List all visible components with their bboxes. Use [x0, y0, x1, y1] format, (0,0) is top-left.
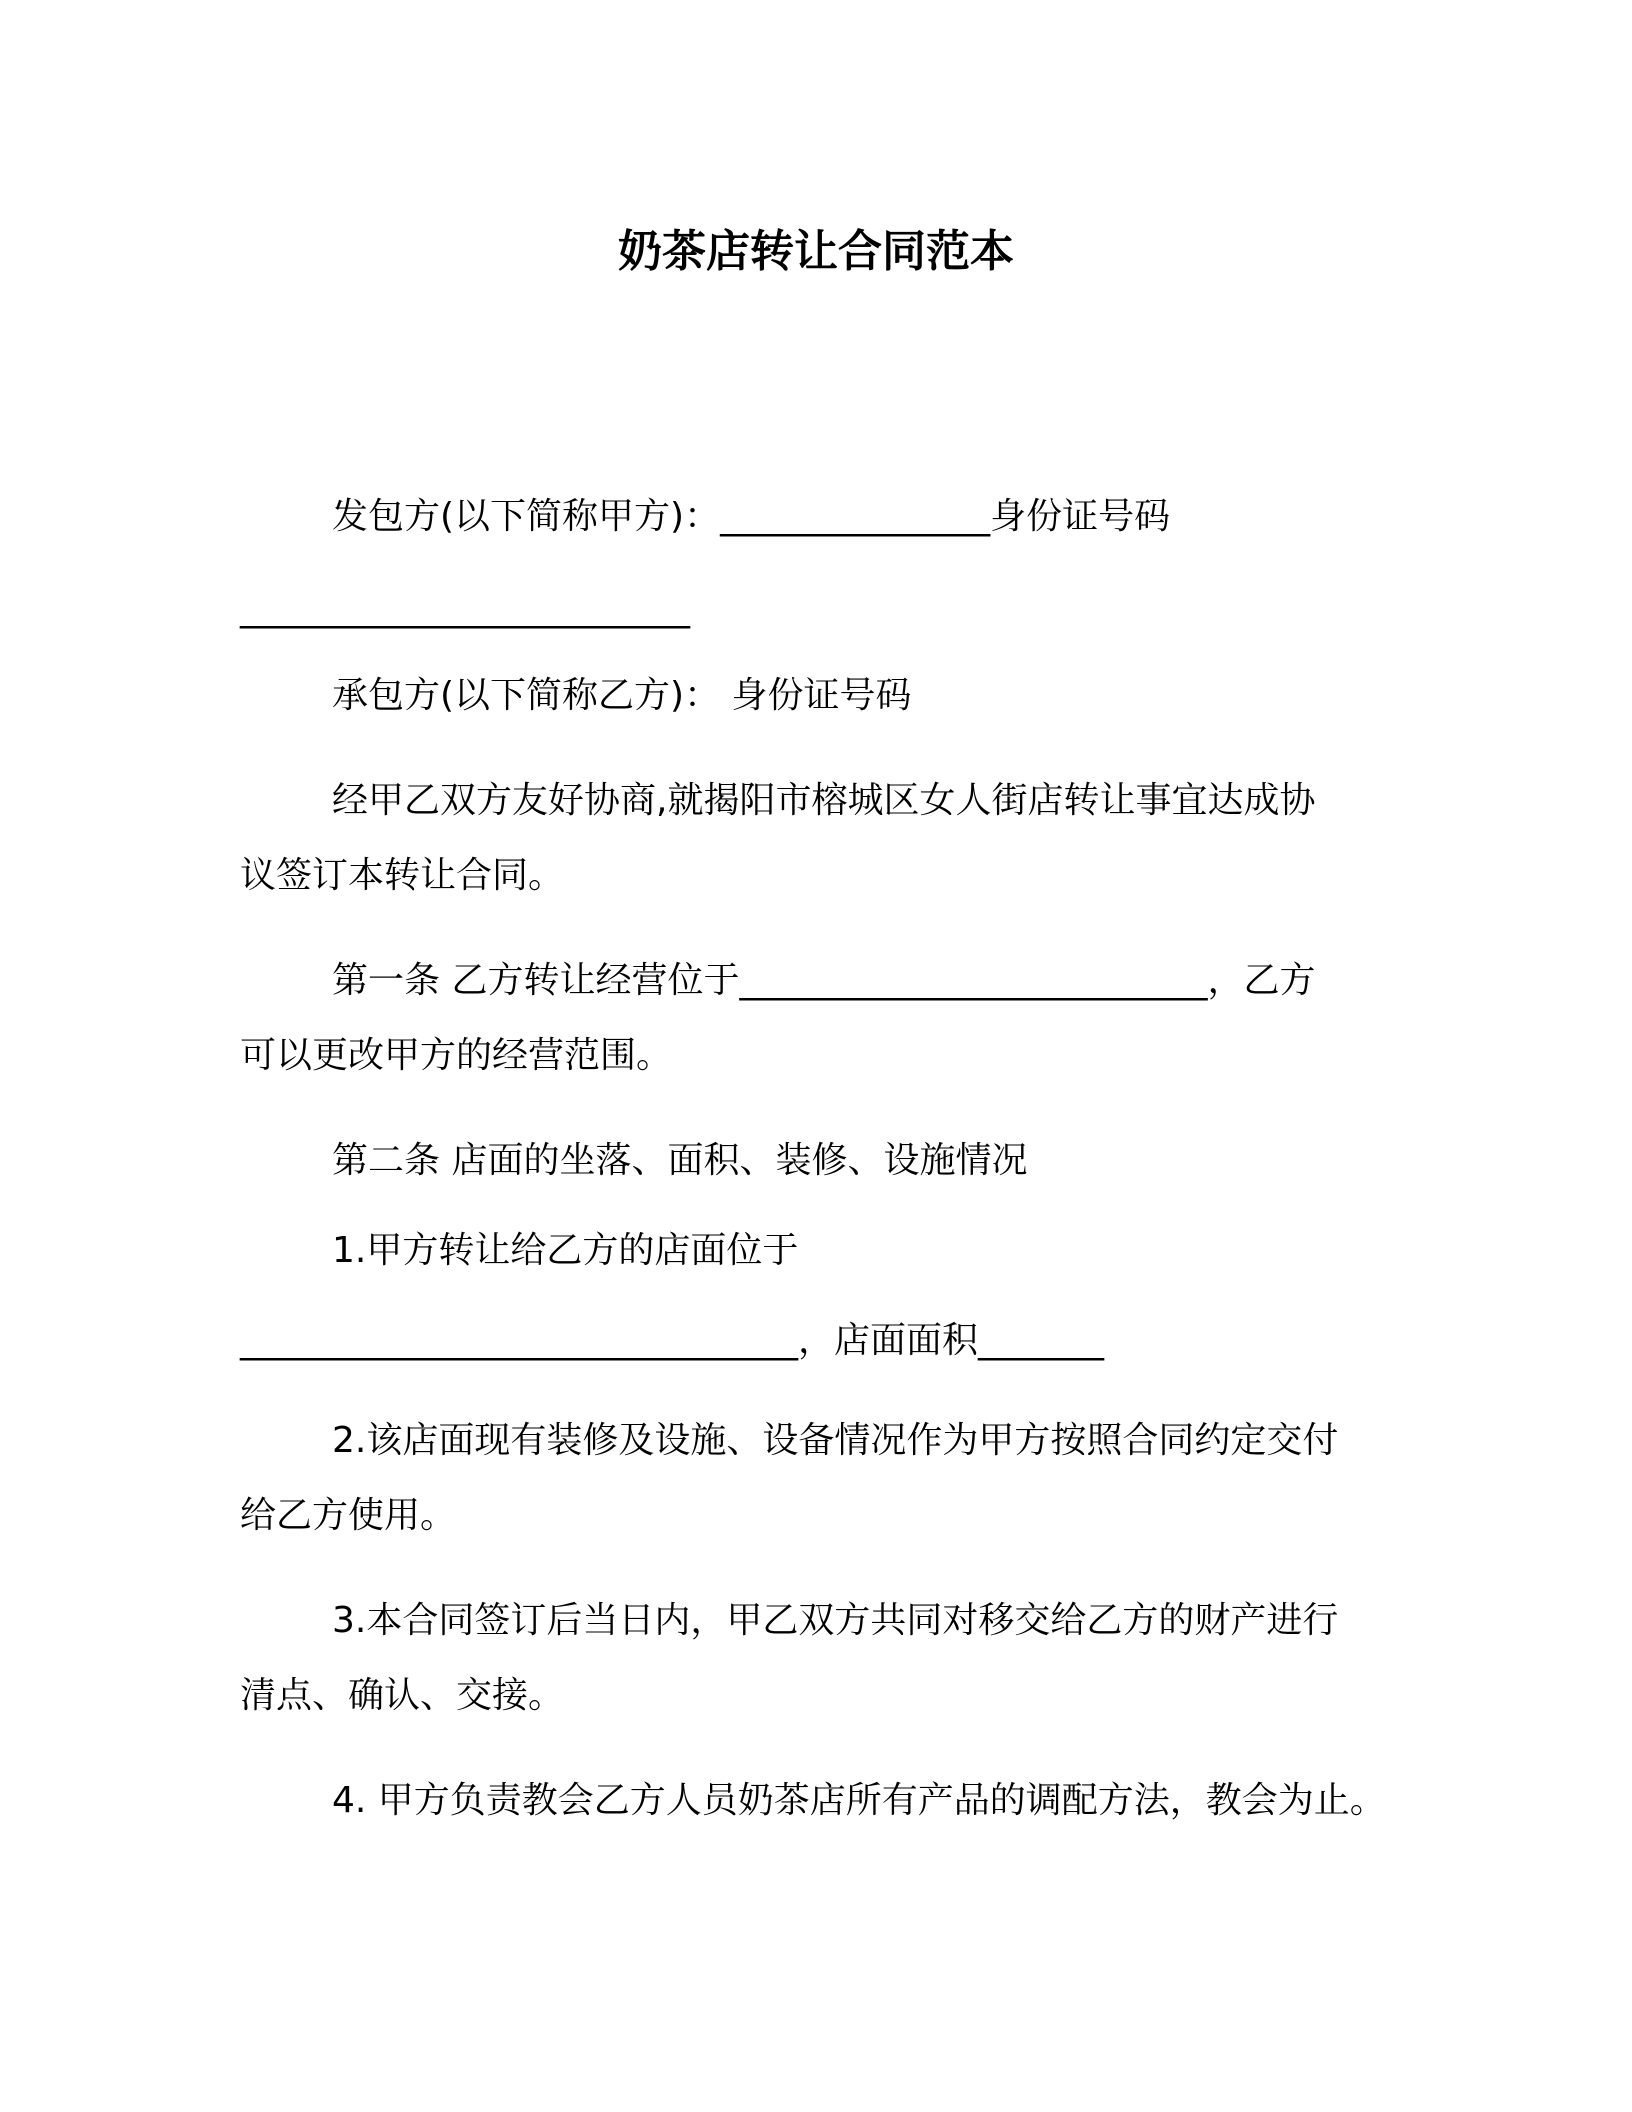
- article-1-line-2: 可以更改甲方的经营范围。: [240, 1035, 673, 1076]
- article-1-line-1: 第一条 乙方转让经营位于__________________________，乙方: [332, 960, 1316, 1001]
- clause-4-line-1: 4. 甲方负责教会乙方人员奶茶店所有产品的调配方法，教会为止。: [332, 1780, 1386, 1821]
- clause-3-line-1: 3.本合同签订后当日内，甲乙双方共同对移交给乙方的财产进行: [332, 1600, 1339, 1641]
- article-2-heading: 第二条 店面的坐落、面积、装修、设施情况: [332, 1140, 1028, 1181]
- party-a-id-blank: _________________________: [240, 588, 690, 629]
- party-a-line: 发包方(以下简称甲方)：_______________身份证号码: [332, 496, 1171, 537]
- clause-1-line-1: 1.甲方转让给乙方的店面位于: [332, 1230, 799, 1271]
- clause-3-line-2: 清点、确认、交接。: [240, 1675, 565, 1716]
- preamble-line-2: 议签订本转让合同。: [240, 855, 565, 896]
- preamble-line-1: 经甲乙双方友好协商,就揭阳市榕城区女人街店转让事宜达成协: [332, 780, 1316, 821]
- clause-1-line-2: _______________________________，店面面积_______: [240, 1320, 1105, 1361]
- clause-2-line-1: 2.该店面现有装修及设施、设备情况作为甲方按照合同约定交付: [332, 1420, 1339, 1461]
- document-title: 奶茶店转让合同范本: [618, 226, 1014, 277]
- party-b-line: 承包方(以下简称乙方)： 身份证号码: [332, 675, 912, 716]
- clause-2-line-2: 给乙方使用。: [240, 1495, 457, 1536]
